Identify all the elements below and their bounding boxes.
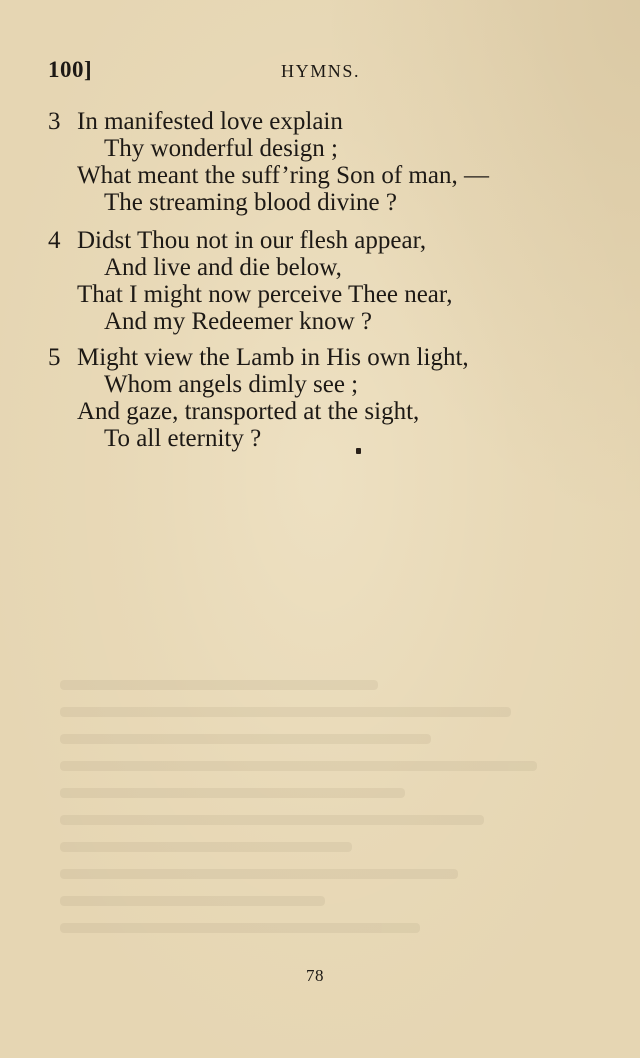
verse-line: And live and die below, [104,254,342,281]
verse-line: In manifested love explain [77,108,343,135]
verse-line: That I might now perceive Thee near, [77,281,453,308]
footer-page-number: 78 [306,966,324,985]
verse-line: The streaming blood divine ? [104,189,397,216]
stanza-number: 4 [48,227,61,254]
running-head-title: HYMNS. [281,61,361,81]
ink-speck [356,448,361,454]
verse-line: And gaze, transported at the sight, [77,398,420,425]
verse-line: Whom angels dimly see ; [104,371,359,398]
show-through-texture [60,680,590,980]
running-head-page-number: 100] [48,57,93,82]
verse-line: Thy wonderful design ; [104,135,338,162]
verse-line: Might view the Lamb in His own light, [77,344,469,371]
stanza-number: 5 [48,344,61,371]
stanza-number: 3 [48,108,61,135]
verse-line: And my Redeemer know ? [104,308,372,335]
verse-line: What meant the suff’ring Son of man, — [77,162,489,189]
verse-line: Didst Thou not in our flesh appear, [77,227,427,254]
verse-line: To all eternity ? [104,425,262,452]
